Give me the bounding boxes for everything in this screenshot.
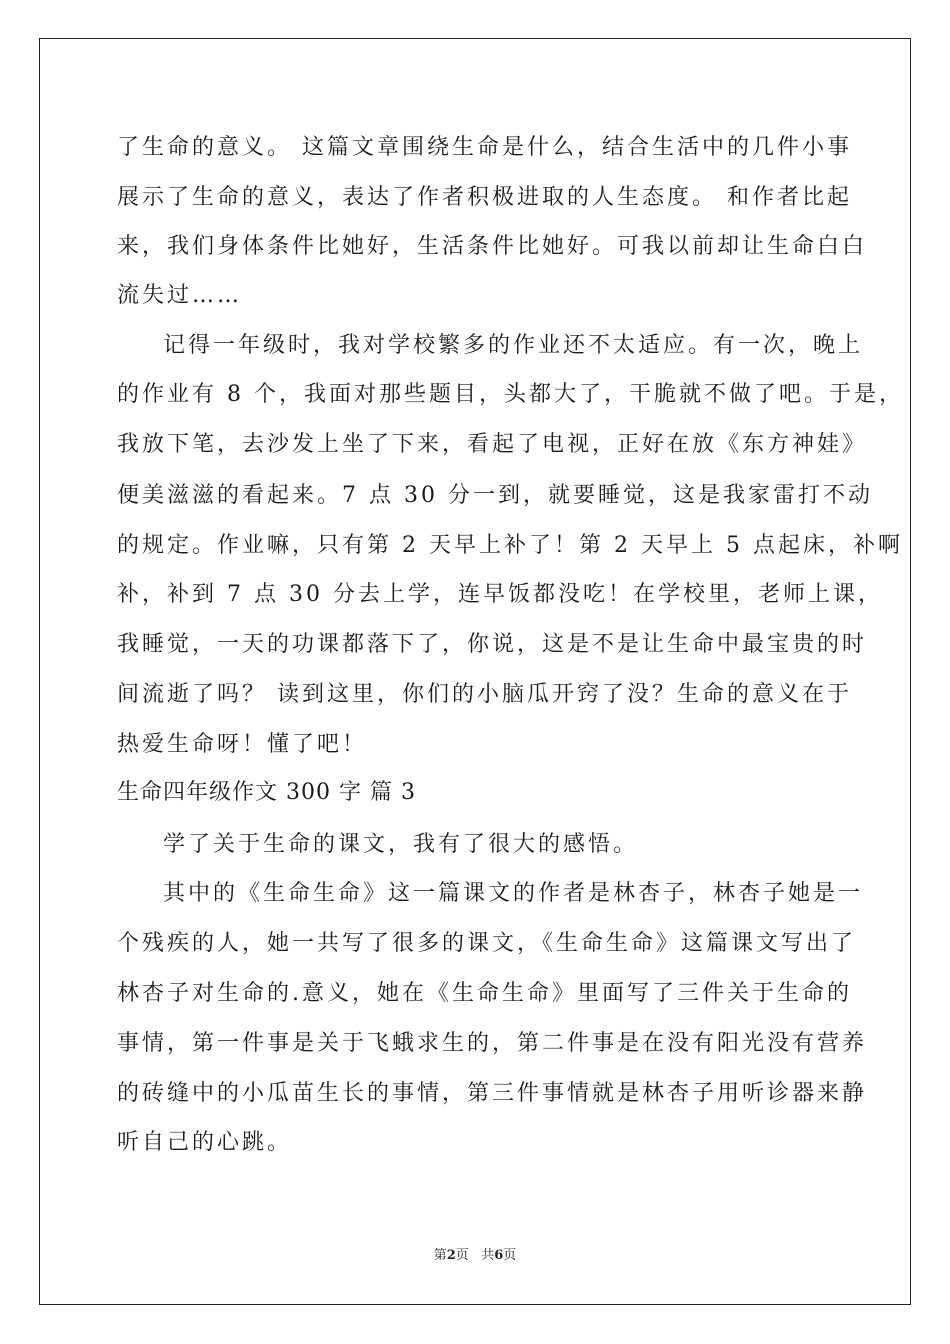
text-line: 了生命的意义。 这篇文章围绕生命是什么，结合生活中的几件小事 — [117, 135, 852, 160]
footer-mid: 页 共 — [455, 1248, 495, 1263]
text-line: 学了关于生命的课文，我有了很大的感悟。 — [163, 832, 639, 857]
footer-prefix: 第 — [433, 1248, 447, 1263]
text-line: 的砖缝中的小瓜苗生长的事情，第三件事情就是林杏子用听诊器来静 — [117, 1081, 868, 1106]
text-line: 的作业有 8 个，我面对那些题目，头都大了，干脆就不做了吧。于是， — [117, 382, 904, 407]
text-line: 便美滋滋的看起来。7 点 30 分一到，就要睡觉，这是我家雷打不动 — [117, 483, 873, 508]
text-line: 来，我们身体条件比她好，生活条件比她好。可我以前却让生命白白 — [117, 234, 868, 259]
text-line: 记得一年级时，我对学校繁多的作业还不太适应。有一次，晚上 — [163, 333, 864, 358]
text-line: 个残疾的人，她一共写了很多的课文，《生命生命》这篇课文写出了 — [117, 931, 857, 956]
text-line: 事情，第一件事是关于飞蛾求生的，第二件事是在没有阳光没有营养 — [117, 1031, 868, 1056]
footer-suffix: 页 — [503, 1248, 517, 1263]
text-line: 展示了生命的意义，表达了作者积极进取的人生态度。 和作者比起 — [117, 185, 852, 210]
text-line: 热爱生命呀！懂了吧！ — [117, 732, 368, 757]
text-line: 我放下笔，去沙发上坐了下来，看起了电视，正好在放《东方神娃》 — [117, 432, 868, 457]
text-line: 补，补到 7 点 30 分去上学，连早饭都没吃！在学校里，老师上课， — [117, 582, 883, 607]
page-footer — [0, 1247, 950, 1265]
page-border — [39, 38, 911, 1305]
text-line: 林杏子对生命的.意义，她在《生命生命》里面写了三件关于生命的 — [117, 981, 852, 1006]
text-line: 流失过…… — [117, 283, 243, 308]
current-page-number: 2 — [446, 1248, 456, 1263]
total-page-number: 6 — [494, 1248, 504, 1263]
text-line: 听自己的心跳。 — [117, 1130, 293, 1155]
text-line: 间流逝了吗？ 读到这里，你们的小脑瓜开窍了没？生命的意义在于 — [117, 682, 852, 707]
text-line: 其中的《生命生命》这一篇课文的作者是林杏子，林杏子她是一 — [163, 881, 864, 906]
text-line: 的规定。作业嘛，只有第 2 天早上补了！第 2 天早上 5 点起床，补啊 — [117, 533, 903, 558]
text-line: 我睡觉，一天的功课都落下了，你说，这是不是让生命中最宝贵的时 — [117, 632, 868, 657]
section-heading: 生命四年级作文 300 字 篇 3 — [117, 780, 416, 805]
